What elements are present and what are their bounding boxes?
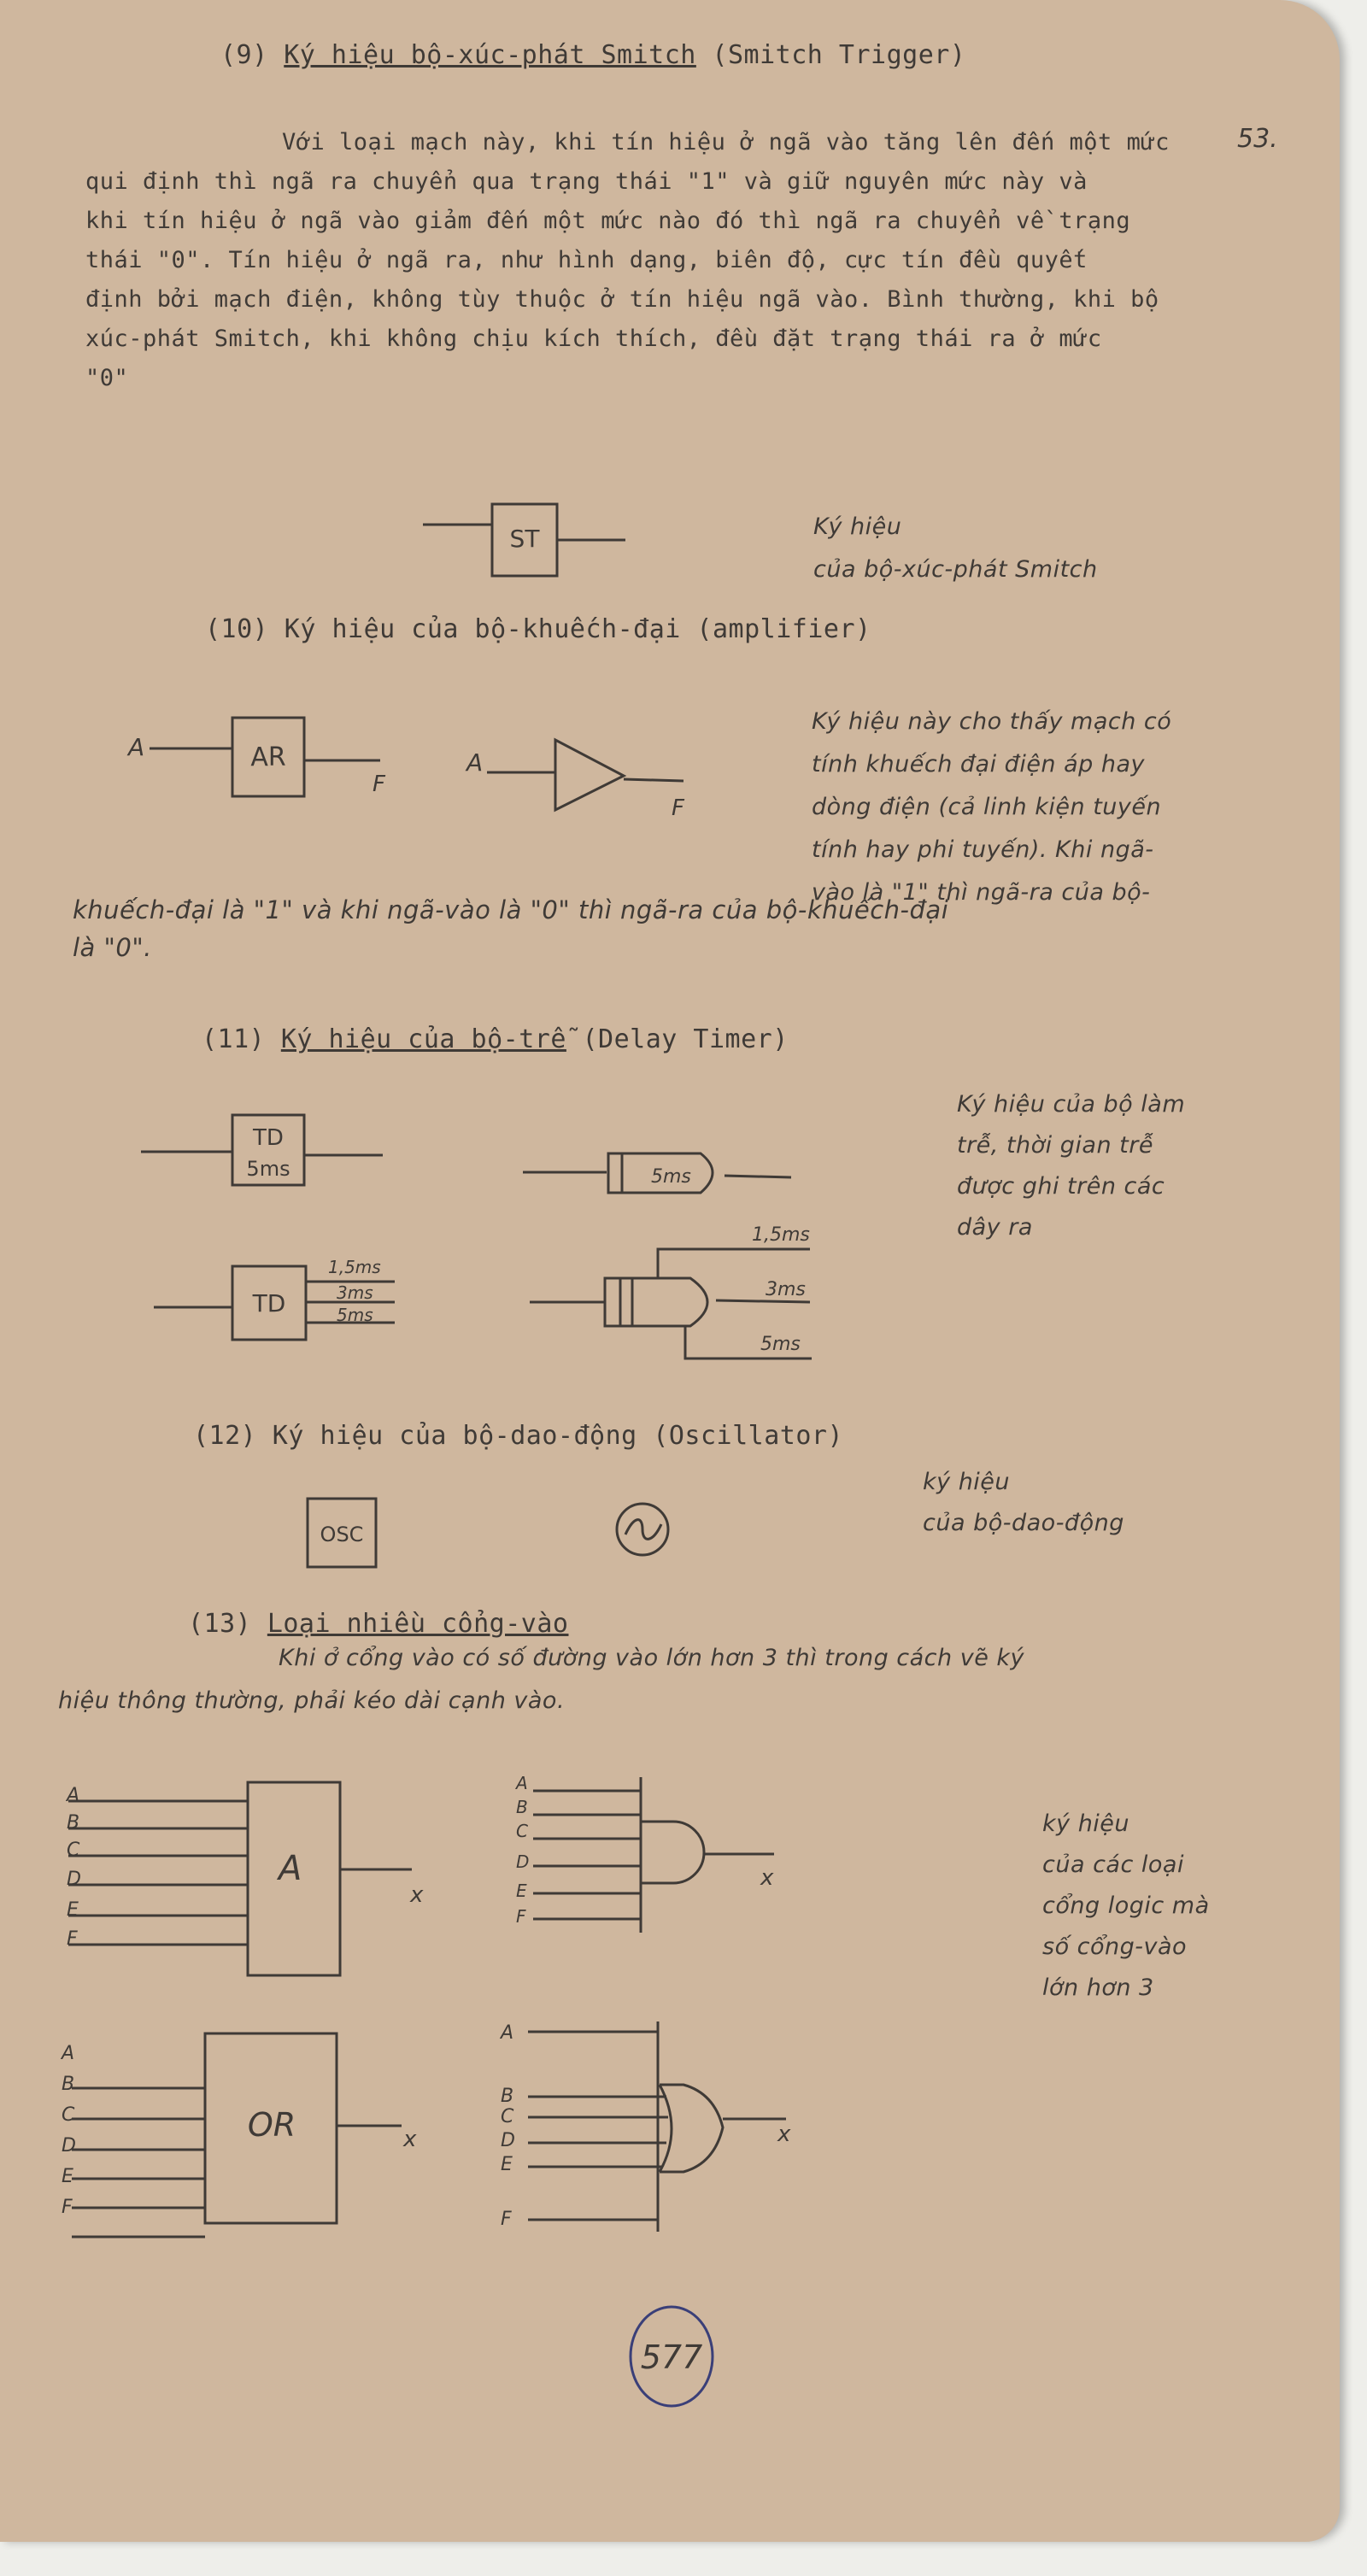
s13-caption-line: của các loại [1042, 1851, 1184, 1878]
or-shape-input-labels [499, 2022, 515, 2230]
s11-heading-num: (11) [202, 1024, 266, 1054]
oscillator-box-symbol [308, 1499, 376, 1567]
input-label: E [62, 2166, 73, 2187]
stamp-number: 577 [640, 2338, 703, 2376]
or-gate-multi-input-box [72, 2033, 417, 2237]
s10-para-line: là "0". [73, 933, 152, 962]
input-label: A [62, 2043, 75, 2064]
input-label: C [501, 2106, 514, 2127]
s13-heading-num: (13) [188, 1609, 252, 1639]
and-box-input-labels [65, 1785, 81, 1950]
tri-input-label: A [466, 748, 484, 777]
s10-caption-line: tính khuếch đại điện áp hay [812, 751, 1146, 777]
input-label: E [67, 1899, 79, 1921]
s11-heading-paren: (Delay Timer) [582, 1024, 789, 1054]
and-shape-output-label: x [760, 1865, 774, 1891]
page-number: 53. [1237, 124, 1278, 154]
input-label: F [62, 2197, 73, 2218]
amp-input-label: A [128, 733, 145, 761]
tap-label: 1,5ms [328, 1257, 381, 1277]
and-output-label: x [410, 1882, 424, 1908]
s10-caption-line: dòng điện (cả linh kiện tuyến [812, 794, 1162, 820]
s10-caption-line: vào là "1" thì ngã-ra của bộ- [812, 879, 1151, 906]
or-output-label: x [403, 2127, 417, 2152]
input-label: B [62, 2074, 75, 2095]
tap-label: 5ms [760, 1334, 801, 1355]
delay-timer-pill [523, 1153, 791, 1193]
s11-caption-line: trễ, thời gian trễ [957, 1132, 1153, 1159]
input-label: B [501, 2086, 514, 2107]
s13-heading-title: Loại nhiều cổng-vào [267, 1609, 569, 1639]
input-label: C [516, 1821, 528, 1841]
oscillator-circle-symbol [617, 1504, 668, 1555]
input-label: E [516, 1881, 527, 1901]
s13-para-line: hiệu thông thường, phải kéo dài cạnh vào. [58, 1687, 566, 1714]
td-box-label: TD [253, 1125, 284, 1151]
amplifier-box-symbol [126, 718, 386, 797]
or-gate-multi-input-shape [528, 2021, 791, 2232]
s12-caption-line: ký hiệu [923, 1469, 1011, 1495]
s10-heading: (10) Ký hiệu của bộ-khuếch-đại (amplifier) [205, 614, 871, 644]
st-box-label: ST [509, 525, 540, 553]
ar-box-label: AR [250, 742, 286, 772]
s9-para-line: định bởi mạch điện, không tùy thuộc ở tín hiệu ngã vào. Bình thường, khi bộ [85, 286, 1159, 313]
s9-para-line: thái "0". Tín hiệu ở ngã ra, như hình dạng, biên độ, cực tín đều quyết [85, 247, 1088, 273]
delay-timer-multi-tap-pill [530, 1224, 812, 1358]
or-box-input-labels [60, 2043, 76, 2218]
s10-caption-line: Ký hiệu này cho thấy mạch có [812, 708, 1172, 735]
schmitt-trigger-symbol [423, 504, 625, 576]
page-stamp [631, 2307, 713, 2406]
input-label: C [67, 1840, 80, 1861]
and-box-label: A [279, 1849, 302, 1888]
s9-heading-title: Ký hiệu bộ-xúc-phát Smitch [284, 40, 696, 70]
s9-para-line: "0" [85, 365, 129, 391]
input-label: A [67, 1785, 80, 1806]
s12-heading: (12) Ký hiệu của bộ-dao-động (Oscillator) [193, 1421, 844, 1451]
s11-caption-line: dây ra [957, 1214, 1033, 1241]
s9-caption-line: của bộ-xúc-phát Smitch [813, 556, 1098, 583]
s11-heading-title: Ký hiệu của bộ-trễ [280, 1024, 566, 1054]
or-box-label: OR [247, 2106, 296, 2144]
s9-para-line: qui định thì ngã ra chuyển qua trạng thái "1" và giữ nguyên mức này và [85, 168, 1088, 195]
input-label: F [501, 2209, 512, 2230]
tap-label: 3ms [766, 1279, 806, 1300]
s9-para-line: khi tín hiệu ở ngã vào giảm đến một mức nào đó thì ngã ra chuyển về trạng [85, 208, 1131, 234]
s13-caption-line: ký hiệu [1042, 1810, 1130, 1837]
s13-para-line: Khi ở cổng vào có số đường vào lớn hơn 3 thì trong cách vẽ ký [279, 1645, 1025, 1671]
input-label: A [501, 2022, 514, 2044]
input-label: D [62, 2135, 76, 2156]
s13-caption-line: lớn hơn 3 [1042, 1975, 1154, 2001]
input-label: B [67, 1812, 80, 1834]
input-label: D [67, 1869, 81, 1890]
input-label: D [516, 1851, 530, 1872]
and-gate-multi-input-shape [533, 1777, 774, 1933]
delay-timer-box [141, 1115, 383, 1185]
input-label: F [67, 1928, 78, 1950]
s9-para-line: Với loại mạch này, khi tín hiệu ở ngã vào tăng lên đến một mức [282, 129, 1170, 155]
amp-output-label: F [373, 772, 385, 797]
td-multi-label: TD [252, 1289, 286, 1317]
s13-caption-line: số cổng-vào [1042, 1933, 1188, 1960]
input-label: D [501, 2130, 515, 2151]
delay-timer-multi-tap-box [154, 1257, 395, 1340]
s11-caption-line: được ghi trên các [957, 1173, 1165, 1200]
s13-caption-line: cổng logic mà [1042, 1892, 1210, 1919]
and-shape-input-labels [514, 1773, 529, 1927]
tap-label: 5ms [337, 1305, 373, 1325]
amplifier-triangle-symbol [465, 740, 685, 821]
s12-caption-line: của bộ-dao-động [923, 1510, 1124, 1536]
input-label: E [501, 2154, 513, 2175]
s10-caption-line: tính hay phi tuyến). Khi ngã- [812, 836, 1154, 863]
tap-label: 1,5ms [752, 1224, 810, 1246]
s10-para-line: khuếch-đại là "1" và khi ngã-vào là "0" thì ngã-ra của bộ-khuếch-đại [73, 895, 949, 924]
input-label: A [516, 1773, 528, 1793]
and-gate-multi-input-box [68, 1782, 424, 1975]
or-shape-output-label: x [777, 2121, 791, 2147]
td-box-delay: 5ms [246, 1157, 290, 1181]
s9-heading-paren: (Smitch Trigger) [712, 40, 966, 70]
pill-delay-label: 5ms [651, 1166, 691, 1188]
s11-caption-line: Ký hiệu của bộ làm [957, 1091, 1186, 1118]
input-label: F [516, 1906, 526, 1927]
input-label: C [62, 2104, 75, 2126]
s9-caption-line: Ký hiệu [813, 513, 902, 540]
s9-heading-num: (9) [220, 40, 268, 70]
s9-para-line: xúc-phát Smitch, khi không chịu kích thích, đều đặt trạng thái ra ở mức [85, 326, 1102, 352]
tap-label: 3ms [337, 1282, 373, 1303]
tri-output-label: F [672, 795, 684, 821]
osc-box-label: OSC [320, 1523, 364, 1546]
input-label: B [516, 1797, 528, 1817]
